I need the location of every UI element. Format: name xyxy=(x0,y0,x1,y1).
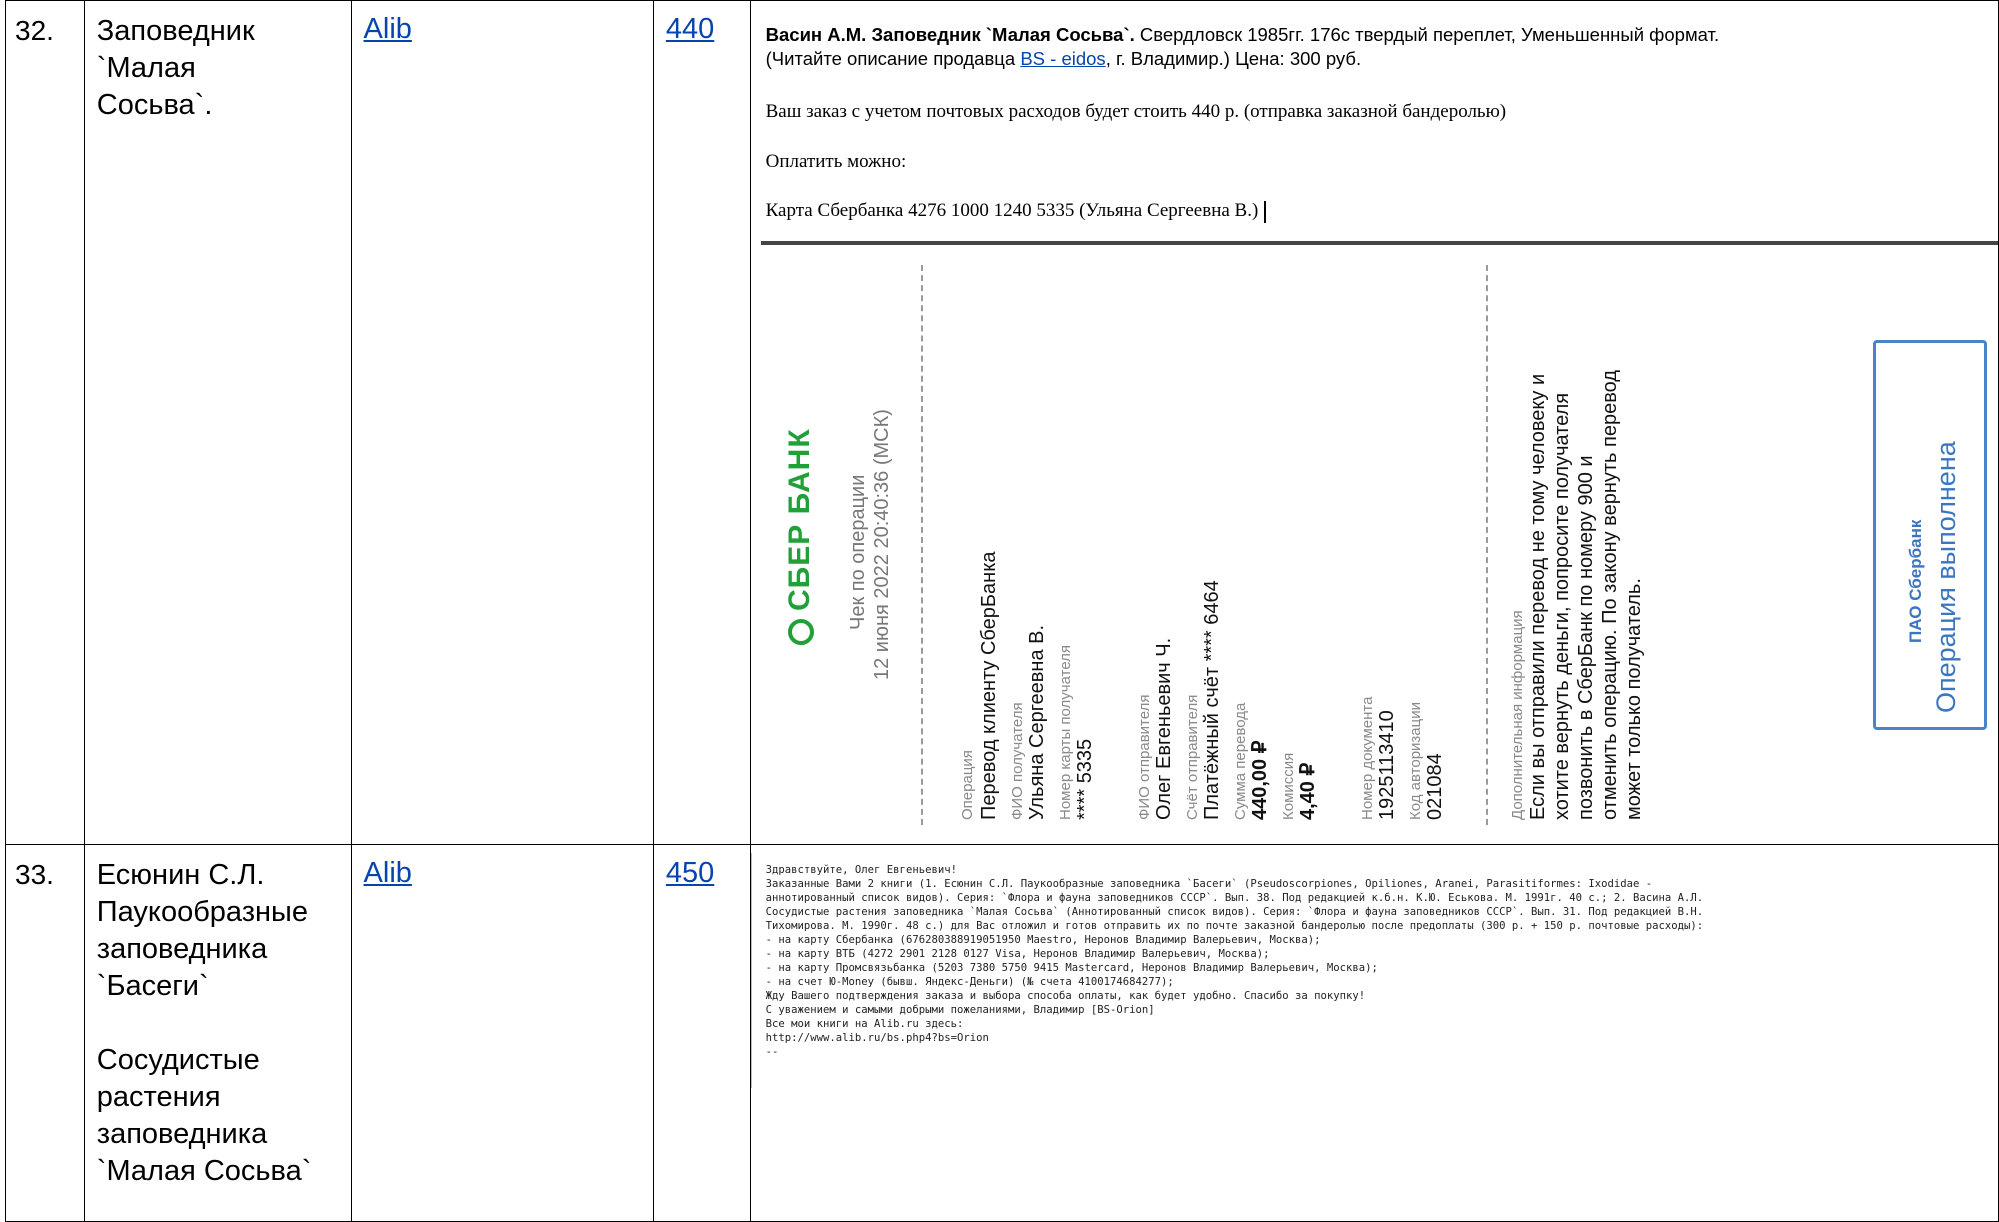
email-line: Тихомирова. М. 1990г. 48 с.) для Вас отложил и готов отправить их по почте заказной бандеролью после предоплаты (300 р. + 150 р. почтовые расходы): xyxy=(765,920,1704,932)
seller-prefix: (Читайте описание продавца xyxy=(765,48,1021,69)
operation-value: Перевод клиенту СберБанка xyxy=(977,551,1000,820)
title-line: `Малая Сосьва` xyxy=(96,1155,312,1187)
title-line: `Малая xyxy=(96,52,196,84)
email-line: Здравствуйте, Олег Евгеньевич! xyxy=(765,864,957,876)
sber-logo xyxy=(783,428,818,645)
stamp-bank: ПАО Сбербанк xyxy=(1905,519,1925,643)
price-link[interactable]: 450 xyxy=(665,857,715,889)
title-line-blank xyxy=(97,1005,341,1042)
email-snapshot xyxy=(751,845,1998,1221)
email-line: Сосудистые растения заповедника `Малая Сосьва` (Аннотированный список видов). Серия: `Флора и фауна заповедников СССР`. Вып. 31. Под редакцией В.Н. xyxy=(765,906,1704,918)
pay-line: Оплатить можно: xyxy=(765,151,907,172)
book-info: Свердловск 1985гг. 176с твердый переплет, Уменьшенный формат. xyxy=(1134,24,1720,45)
info-line: хотите вернуть деньги, попросите получателя xyxy=(1550,392,1573,820)
email-line: -- xyxy=(765,1046,779,1058)
table-row xyxy=(6,845,1999,1222)
dashed-divider xyxy=(1486,265,1488,825)
email-line: - на счет Ю-Money (бывш. Яндекс-Деньги) (№ счета 4100174684277); xyxy=(765,976,1174,988)
email-line: - на карту ВТБ (4272 2901 2128 0127 Visa, Неронов Владимир Валерьевич, Москва); xyxy=(765,948,1270,960)
amount-label: Сумма перевода xyxy=(1231,702,1249,820)
title-line: заповедника xyxy=(96,1118,268,1150)
info-line: может только получатель. xyxy=(1622,578,1645,820)
email-line: - на карту Промсвязьбанка (5203 7380 5750 9415 Mastercard, Неронов Владимир Валерьевич, Москва); xyxy=(765,962,1378,974)
title-line: Паукообразные xyxy=(96,896,309,928)
info-line: позвонить в СберБанк по номеру 900 и xyxy=(1574,455,1597,820)
title-line: Сосудистые xyxy=(96,1044,260,1076)
email-line: аннотированный список видов). Серия: `Флора и фауна заповедников СССР`. Вып. 38. Под редакцией к.б.н. К.Ю. Еськова. М. 1991г. 40 с.; 2. Васина А.Л. xyxy=(765,892,1704,904)
title-line: Есюнин С.Л. xyxy=(96,859,265,891)
seller-suffix: , г. Владимир.) Цена: 300 руб. xyxy=(1105,48,1362,69)
book-name: Васин А.М. Заповедник `Малая Сосьва`. xyxy=(765,24,1135,45)
status-stamp xyxy=(1873,340,1987,730)
email-line: http://www.alib.ru/bs.php4?bs=Orion xyxy=(765,1032,989,1044)
recipient-label: ФИО получателя xyxy=(1008,702,1026,820)
sber-logo-text: СБЕР БАНК xyxy=(782,428,816,611)
sender-label: ФИО отправителя xyxy=(1135,694,1153,820)
stamp-status: Операция выполнена xyxy=(1930,441,1961,713)
source-link[interactable]: Alib xyxy=(363,13,412,45)
price-link[interactable]: 440 xyxy=(665,13,715,45)
auth-code-label: Код авторизации xyxy=(1406,702,1424,820)
orders-table xyxy=(5,0,1999,1222)
fee-value: 4,40 ₽ xyxy=(1296,762,1319,820)
card-line xyxy=(766,200,1267,223)
title-line: Заповедник xyxy=(96,15,255,47)
email-line: - на карту Сбербанка (676280388919051950 Maestro, Неронов Владимир Валерьевич, Москва); xyxy=(765,934,1321,946)
sber-logo-icon xyxy=(788,619,814,645)
row-number: 33. xyxy=(15,859,54,890)
check-title: Чек по операции xyxy=(846,474,869,630)
document-number-value: 1925113410 xyxy=(1375,710,1398,820)
seller-link[interactable]: BS - eidos xyxy=(1020,48,1106,69)
sender-value: Олег Евгеньевич Ч. xyxy=(1152,637,1175,820)
check-datetime: 12 июня 2022 20:40:36 (МСК) xyxy=(870,409,893,680)
info-line: Если вы отправили перевод не тому человеку и xyxy=(1526,373,1549,820)
book-title xyxy=(85,1,351,124)
dashed-divider xyxy=(921,265,923,825)
card-text: Карта Сбербанка 4276 1000 1240 5335 (Ульяна Сергеевна В.) xyxy=(765,200,1259,221)
fee-label: Комиссия xyxy=(1279,752,1297,820)
account-label: Счёт отправителя xyxy=(1183,694,1201,820)
source-link[interactable]: Alib xyxy=(363,857,412,889)
text-caret xyxy=(1264,201,1266,223)
email-text xyxy=(766,863,1704,1059)
recipient-value: Ульяна Сергеевна В. xyxy=(1025,624,1048,820)
amount-value: 440,00 ₽ xyxy=(1248,740,1271,820)
account-value: Платёжный счёт **** 6464 xyxy=(1200,580,1223,820)
title-line: `Басеги` xyxy=(96,970,209,1002)
info-label: Дополнительная информация xyxy=(1508,610,1526,820)
email-line: Все мои книги на Alib.ru здесь: xyxy=(765,1018,964,1030)
email-line: Заказанные Вами 2 книги (1. Есюнин С.Л. Паукообразные заповедника `Басеги` (Pseudoscorpiones, Opiliones, Aranei, Parasitiformes: Ixodidae - xyxy=(765,878,1653,890)
email-line: Жду Вашего подтверждения заказа и выбора способа оплаты, как будет удобно. Спасибо за покупку! xyxy=(765,990,1366,1002)
operation-label: Операция xyxy=(958,750,976,820)
info-line: отменить операцию. По закону вернуть перевод xyxy=(1598,370,1621,820)
book-description xyxy=(766,23,1996,71)
book-title xyxy=(85,845,351,1190)
card-number-value: **** 5335 xyxy=(1073,738,1096,820)
title-line: заповедника xyxy=(96,933,268,965)
email-line: С уважением и самыми добрыми пожеланиями, Владимир [BS-Orion] xyxy=(765,1004,1155,1016)
email-border xyxy=(751,853,752,1088)
card-number-label: Номер карты получателя xyxy=(1056,644,1074,820)
title-line: растения xyxy=(96,1081,221,1113)
cost-line: Ваш заказ с учетом почтовых расходов будет стоить 440 р. (отправка заказной бандеролью) xyxy=(765,101,1507,122)
order-details xyxy=(751,1,1998,844)
document-number-label: Номер документа xyxy=(1358,696,1376,820)
title-line: Сосьва`. xyxy=(96,89,213,121)
table-row xyxy=(6,1,1999,845)
auth-code-value: 021084 xyxy=(1423,753,1446,820)
row-number: 32. xyxy=(15,15,54,46)
sber-receipt xyxy=(751,245,1999,844)
